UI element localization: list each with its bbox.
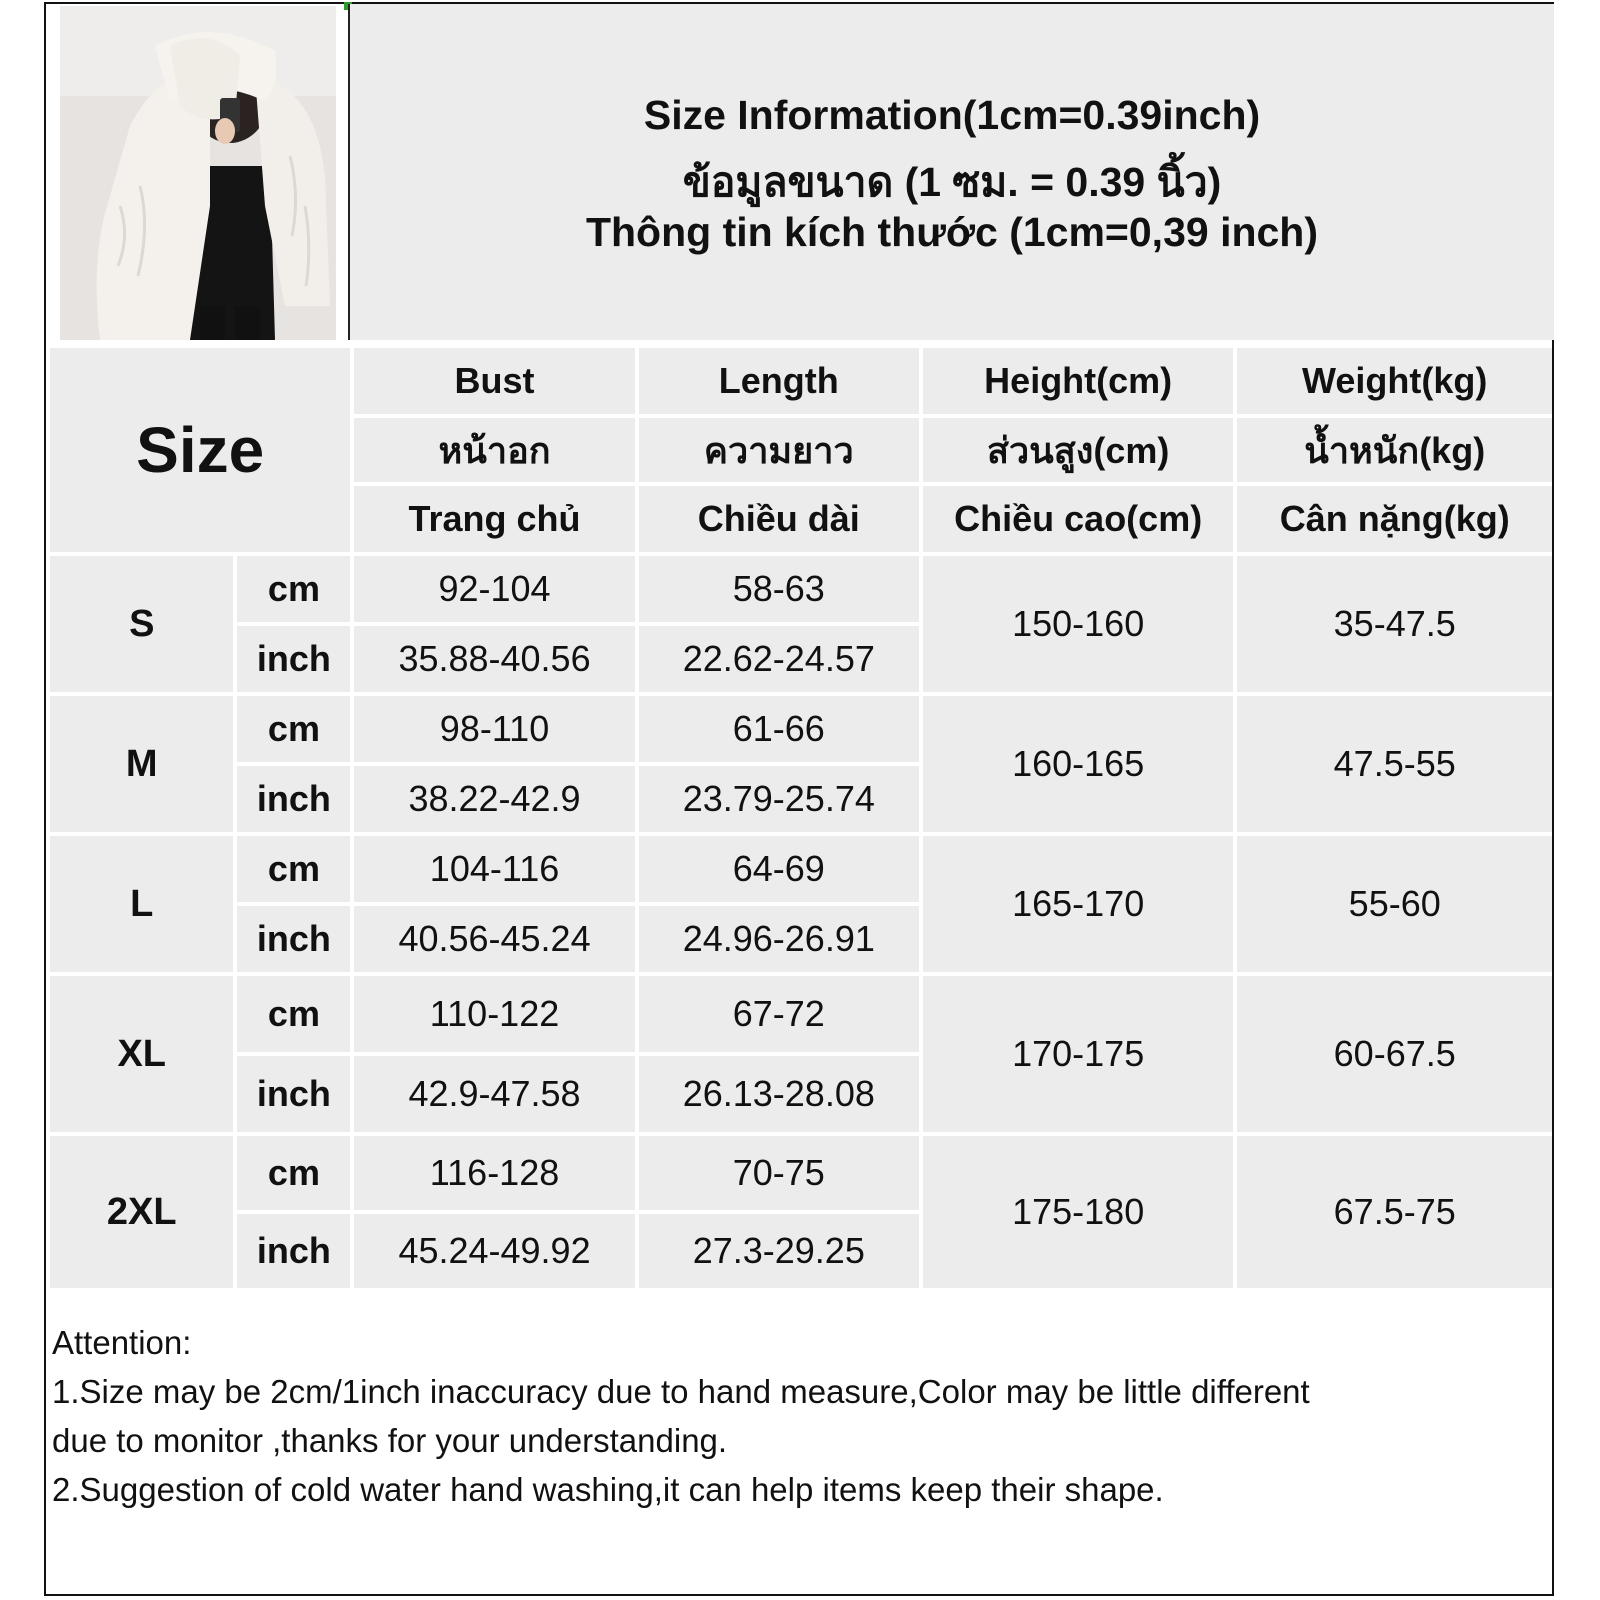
- attention-notes: [52, 1318, 1542, 1514]
- size-label-m: M: [50, 696, 233, 832]
- weight-value: 55-60: [1237, 836, 1552, 972]
- col-header-weight-vi: Cân nặng(kg): [1237, 486, 1552, 552]
- col-header-height-th: ส่วนสูง(cm): [923, 418, 1234, 482]
- bust-inch-value: 38.22-42.9: [354, 766, 634, 832]
- length-inch-value: 24.96-26.91: [639, 906, 919, 972]
- bust-inch-value: 42.9-47.58: [354, 1056, 634, 1132]
- size-column-header: Size: [50, 348, 350, 552]
- attention-note-1: 1.Size may be 2cm/1inch inaccuracy due to hand measure,Color may be little different: [52, 1373, 1310, 1410]
- table-row: [50, 696, 1552, 762]
- col-header-length-th: ความยาว: [639, 418, 919, 482]
- length-cm-value: 67-72: [639, 976, 919, 1052]
- length-inch-value: 27.3-29.25: [639, 1214, 919, 1288]
- table-row: [50, 976, 1552, 1052]
- length-cm-value: 64-69: [639, 836, 919, 902]
- weight-value: 60-67.5: [1237, 976, 1552, 1132]
- table-row: [50, 836, 1552, 902]
- length-cm-value: 70-75: [639, 1136, 919, 1210]
- unit-cm: cm: [237, 556, 350, 622]
- height-value: 165-170: [923, 836, 1234, 972]
- size-label-xl: XL: [50, 976, 233, 1132]
- size-label-l: L: [50, 836, 233, 972]
- unit-inch: inch: [237, 1056, 350, 1132]
- col-header-length-en: Length: [639, 348, 919, 414]
- size-info-header: [348, 4, 1554, 340]
- height-value: 150-160: [923, 556, 1234, 692]
- unit-cm: cm: [237, 836, 350, 902]
- col-header-bust-en: Bust: [354, 348, 634, 414]
- unit-inch: inch: [237, 1214, 350, 1288]
- bust-cm-value: 116-128: [354, 1136, 634, 1210]
- col-header-weight-en: Weight(kg): [1237, 348, 1552, 414]
- weight-value: 35-47.5: [1237, 556, 1552, 692]
- col-header-bust-th: หน้าอก: [354, 418, 634, 482]
- unit-cm: cm: [237, 696, 350, 762]
- table-row: [50, 1136, 1552, 1210]
- weight-value: 47.5-55: [1237, 696, 1552, 832]
- bust-inch-value: 45.24-49.92: [354, 1214, 634, 1288]
- col-header-length-vi: Chiều dài: [639, 486, 919, 552]
- length-cm-value: 61-66: [639, 696, 919, 762]
- col-header-height-vi: Chiều cao(cm): [923, 486, 1234, 552]
- height-value: 175-180: [923, 1136, 1234, 1288]
- attention-title: Attention:: [52, 1324, 192, 1361]
- bust-cm-value: 98-110: [354, 696, 634, 762]
- bust-cm-value: 92-104: [354, 556, 634, 622]
- table-row: [50, 556, 1552, 622]
- unit-inch: inch: [237, 906, 350, 972]
- model-in-white-coat-image: [60, 6, 336, 340]
- size-label-2xl: 2XL: [50, 1136, 233, 1288]
- size-label-s: S: [50, 556, 233, 692]
- unit-cm: cm: [237, 1136, 350, 1210]
- length-inch-value: 23.79-25.74: [639, 766, 919, 832]
- unit-cm: cm: [237, 976, 350, 1052]
- bust-cm-value: 110-122: [354, 976, 634, 1052]
- header-title-vietnamese: Thông tin kích thước (1cm=0,39 inch): [585, 209, 1319, 255]
- size-table: [46, 344, 1556, 1292]
- length-inch-value: 26.13-28.08: [639, 1056, 919, 1132]
- height-value: 170-175: [923, 976, 1234, 1132]
- height-value: 160-165: [923, 696, 1234, 832]
- col-header-height-en: Height(cm): [923, 348, 1234, 414]
- attention-note-2: 2.Suggestion of cold water hand washing,it can help items keep their shape.: [52, 1471, 1164, 1508]
- col-header-weight-th: น้ำหนัก(kg): [1237, 418, 1552, 482]
- length-cm-value: 58-63: [639, 556, 919, 622]
- product-photo: [60, 6, 336, 340]
- attention-note-1-continued: due to monitor ,thanks for your understanding.: [52, 1422, 728, 1459]
- bust-inch-value: 35.88-40.56: [354, 626, 634, 692]
- bust-cm-value: 104-116: [354, 836, 634, 902]
- col-header-bust-vi: Trang chủ: [354, 486, 634, 552]
- unit-inch: inch: [237, 766, 350, 832]
- weight-value: 67.5-75: [1237, 1136, 1552, 1288]
- bust-inch-value: 40.56-45.24: [354, 906, 634, 972]
- unit-inch: inch: [237, 626, 350, 692]
- header-title-thai: ข้อมูลขนาด (1 ซม. = 0.39 นิ้ว): [682, 159, 1222, 205]
- header-title-english: Size Information(1cm=0.39inch): [643, 92, 1261, 138]
- length-inch-value: 22.62-24.57: [639, 626, 919, 692]
